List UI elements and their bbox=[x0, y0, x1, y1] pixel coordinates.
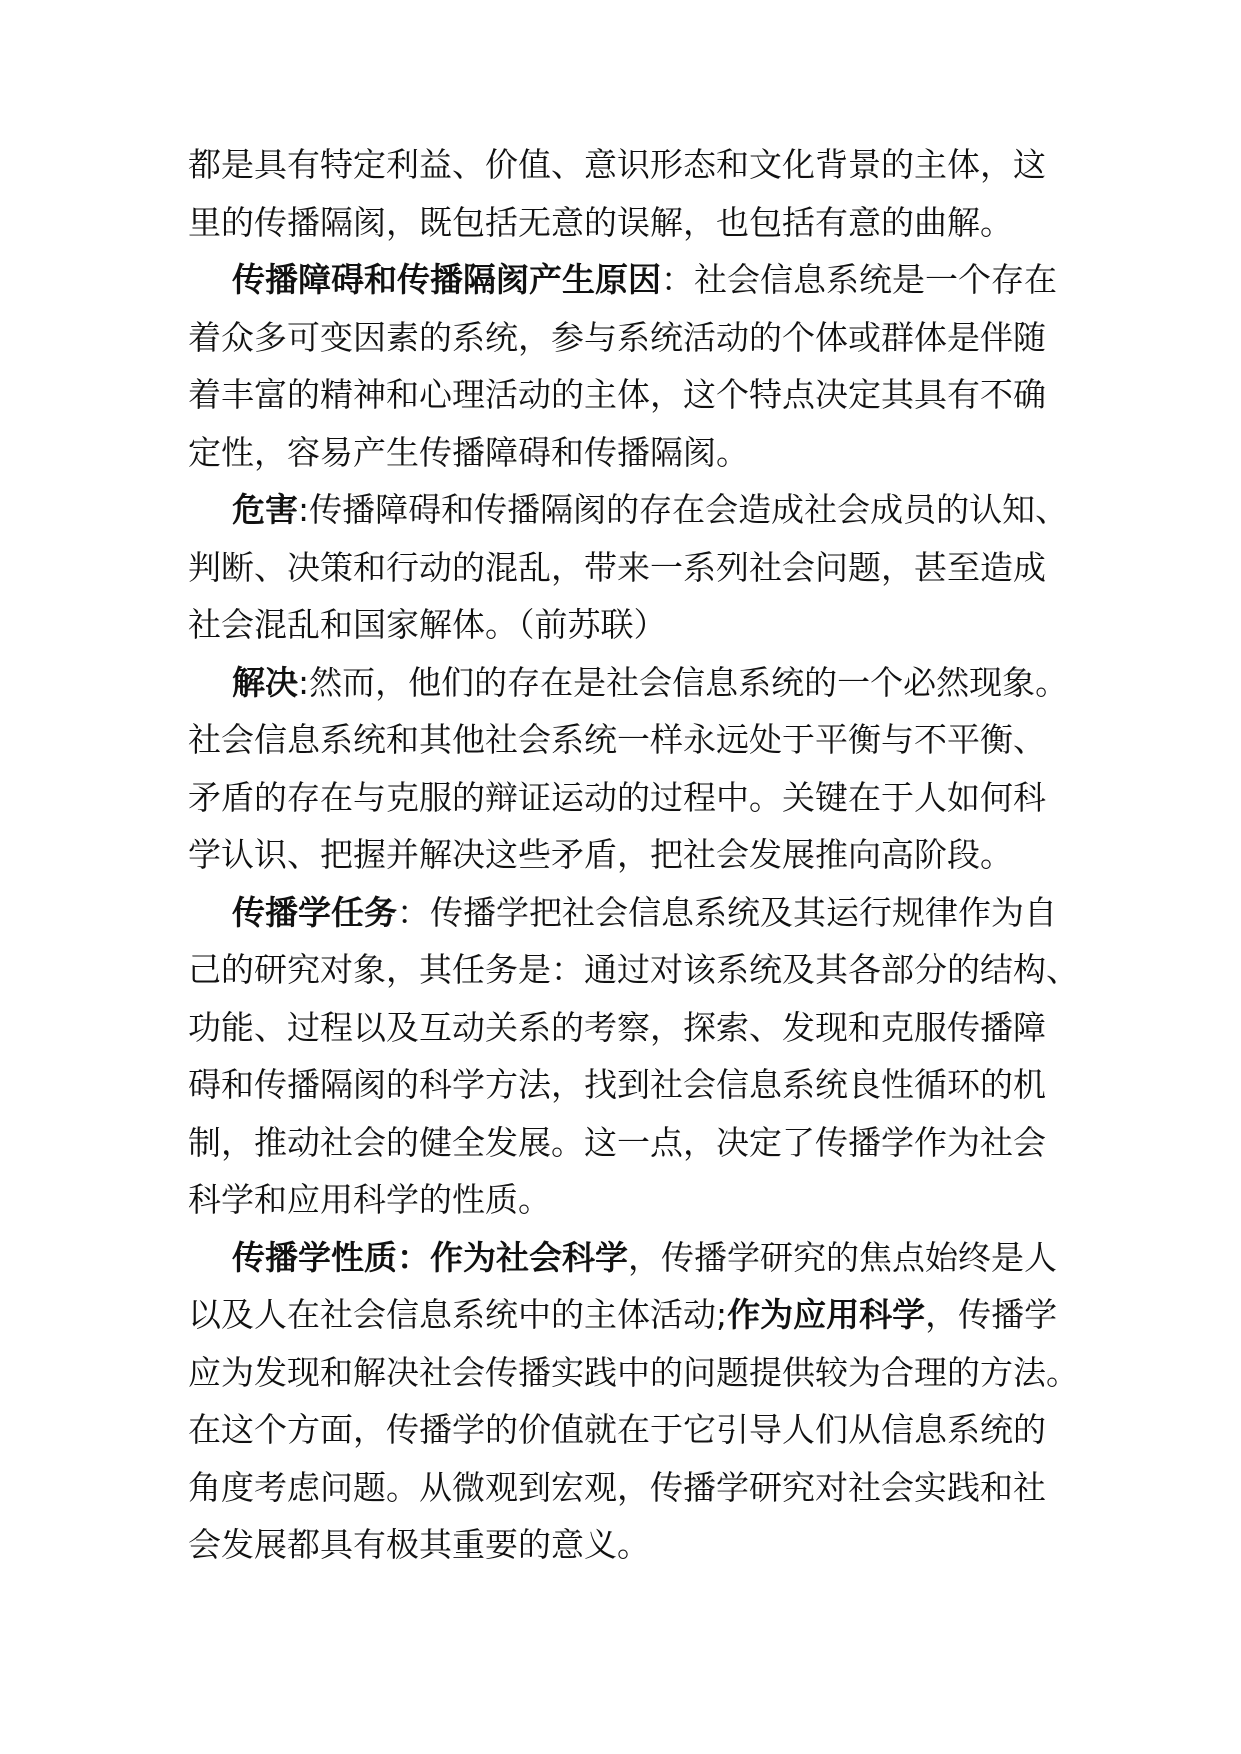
text-line bbox=[188, 1516, 1068, 1574]
text-line bbox=[188, 251, 1068, 309]
bold-heading-text: 解决 bbox=[232, 662, 298, 702]
body-text: 矛盾的存在与克服的辩证运动的过程中。关键在于人如何科 bbox=[188, 777, 1046, 817]
text-line bbox=[188, 884, 1068, 942]
paragraph-causes bbox=[188, 251, 1068, 481]
text-line bbox=[188, 1056, 1068, 1114]
body-text: 碍和传播隔阂的科学方法，找到社会信息系统良性循环的机 bbox=[188, 1065, 1046, 1104]
text-line bbox=[188, 769, 1068, 827]
bold-heading-text: 作为应用科学 bbox=[727, 1295, 926, 1334]
text-line bbox=[188, 481, 1068, 539]
text-line bbox=[188, 136, 1068, 194]
body-text: 科学和应用科学的性质。 bbox=[188, 1180, 551, 1219]
body-text: 定性，容易产生传播障碍和传播隔阂。 bbox=[188, 432, 749, 472]
text-line bbox=[188, 1229, 1068, 1287]
text-line bbox=[188, 654, 1068, 712]
body-text: ：传播学把社会信息系统及其运行规律作为自 bbox=[397, 892, 1057, 932]
text-line bbox=[188, 1286, 1068, 1344]
body-text: 学认识、把握并解决这些矛盾，把社会发展推向高阶段。 bbox=[188, 835, 1013, 874]
text-line bbox=[188, 1171, 1068, 1229]
body-text: 判断、决策和行动的混乱，带来一系列社会问题，甚至造成 bbox=[188, 547, 1046, 587]
bold-heading-text: 传播学性质：作为社会科学 bbox=[232, 1237, 628, 1277]
body-text: 社会信息系统和其他社会系统一样永远处于平衡与不平衡、 bbox=[188, 720, 1046, 759]
text-line bbox=[188, 999, 1068, 1057]
body-text: 制，推动社会的健全发展。这一点，决定了传播学作为社会 bbox=[188, 1122, 1046, 1162]
text-line bbox=[188, 424, 1068, 482]
text-line bbox=[188, 1344, 1079, 1402]
body-text: 着丰富的精神和心理活动的主体，这个特点决定其具有不确 bbox=[188, 375, 1046, 414]
paragraph-solution bbox=[188, 654, 1068, 884]
body-text: 社会混乱和国家解体。（前苏联） bbox=[188, 605, 667, 644]
text-line bbox=[188, 1401, 1068, 1459]
bold-heading-text: 危害 bbox=[232, 490, 298, 529]
body-text: :传播障碍和传播隔阂的存在会造成社会成员的认知、 bbox=[298, 490, 1069, 529]
text-line bbox=[188, 711, 1068, 769]
body-text: 角度考虑问题。从微观到宏观，传播学研究对社会实践和社 bbox=[188, 1467, 1046, 1507]
body-text: :然而，他们的存在是社会信息系统的一个必然现象。 bbox=[298, 662, 1069, 702]
text-line bbox=[188, 826, 1068, 884]
paragraph-intro bbox=[188, 136, 1068, 251]
bold-heading-text: 传播学任务 bbox=[232, 892, 397, 932]
paragraph-harm bbox=[188, 481, 1068, 654]
body-text: 以及人在社会信息系统中的主体活动; bbox=[188, 1295, 728, 1334]
body-text: 应为发现和解决社会传播实践中的问题提供较为合理的方法。 bbox=[188, 1352, 1079, 1392]
body-text: ，传播学 bbox=[925, 1295, 1058, 1334]
text-line bbox=[188, 539, 1068, 597]
text-line bbox=[188, 1459, 1068, 1517]
document-body bbox=[188, 136, 1079, 1574]
body-text: ：社会信息系统是一个存在 bbox=[661, 260, 1057, 299]
bold-heading-text: 传播障碍和传播隔阂产生原因 bbox=[232, 260, 661, 299]
text-line bbox=[188, 309, 1068, 367]
paragraph-nature bbox=[188, 1229, 1079, 1574]
text-line bbox=[188, 194, 1068, 252]
text-line bbox=[188, 596, 1068, 654]
paragraph-task bbox=[188, 884, 1079, 1229]
body-text: 都是具有特定利益、价值、意识形态和文化背景的主体，这 bbox=[188, 145, 1046, 184]
text-line bbox=[188, 941, 1079, 999]
text-line bbox=[188, 1114, 1068, 1172]
body-text: 着众多可变因素的系统，参与系统活动的个体或群体是伴随 bbox=[188, 317, 1046, 357]
body-text: ，传播学研究的焦点始终是人 bbox=[628, 1237, 1057, 1277]
text-line bbox=[188, 366, 1068, 424]
body-text: 会发展都具有极其重要的意义。 bbox=[188, 1525, 650, 1564]
body-text: 里的传播隔阂，既包括无意的误解，也包括有意的曲解。 bbox=[188, 202, 1013, 242]
body-text: 在这个方面，传播学的价值就在于它引导人们从信息系统的 bbox=[188, 1410, 1046, 1449]
body-text: 功能、过程以及互动关系的考察，探索、发现和克服传播障 bbox=[188, 1007, 1046, 1047]
body-text: 己的研究对象，其任务是：通过对该系统及其各部分的结构、 bbox=[188, 950, 1079, 989]
